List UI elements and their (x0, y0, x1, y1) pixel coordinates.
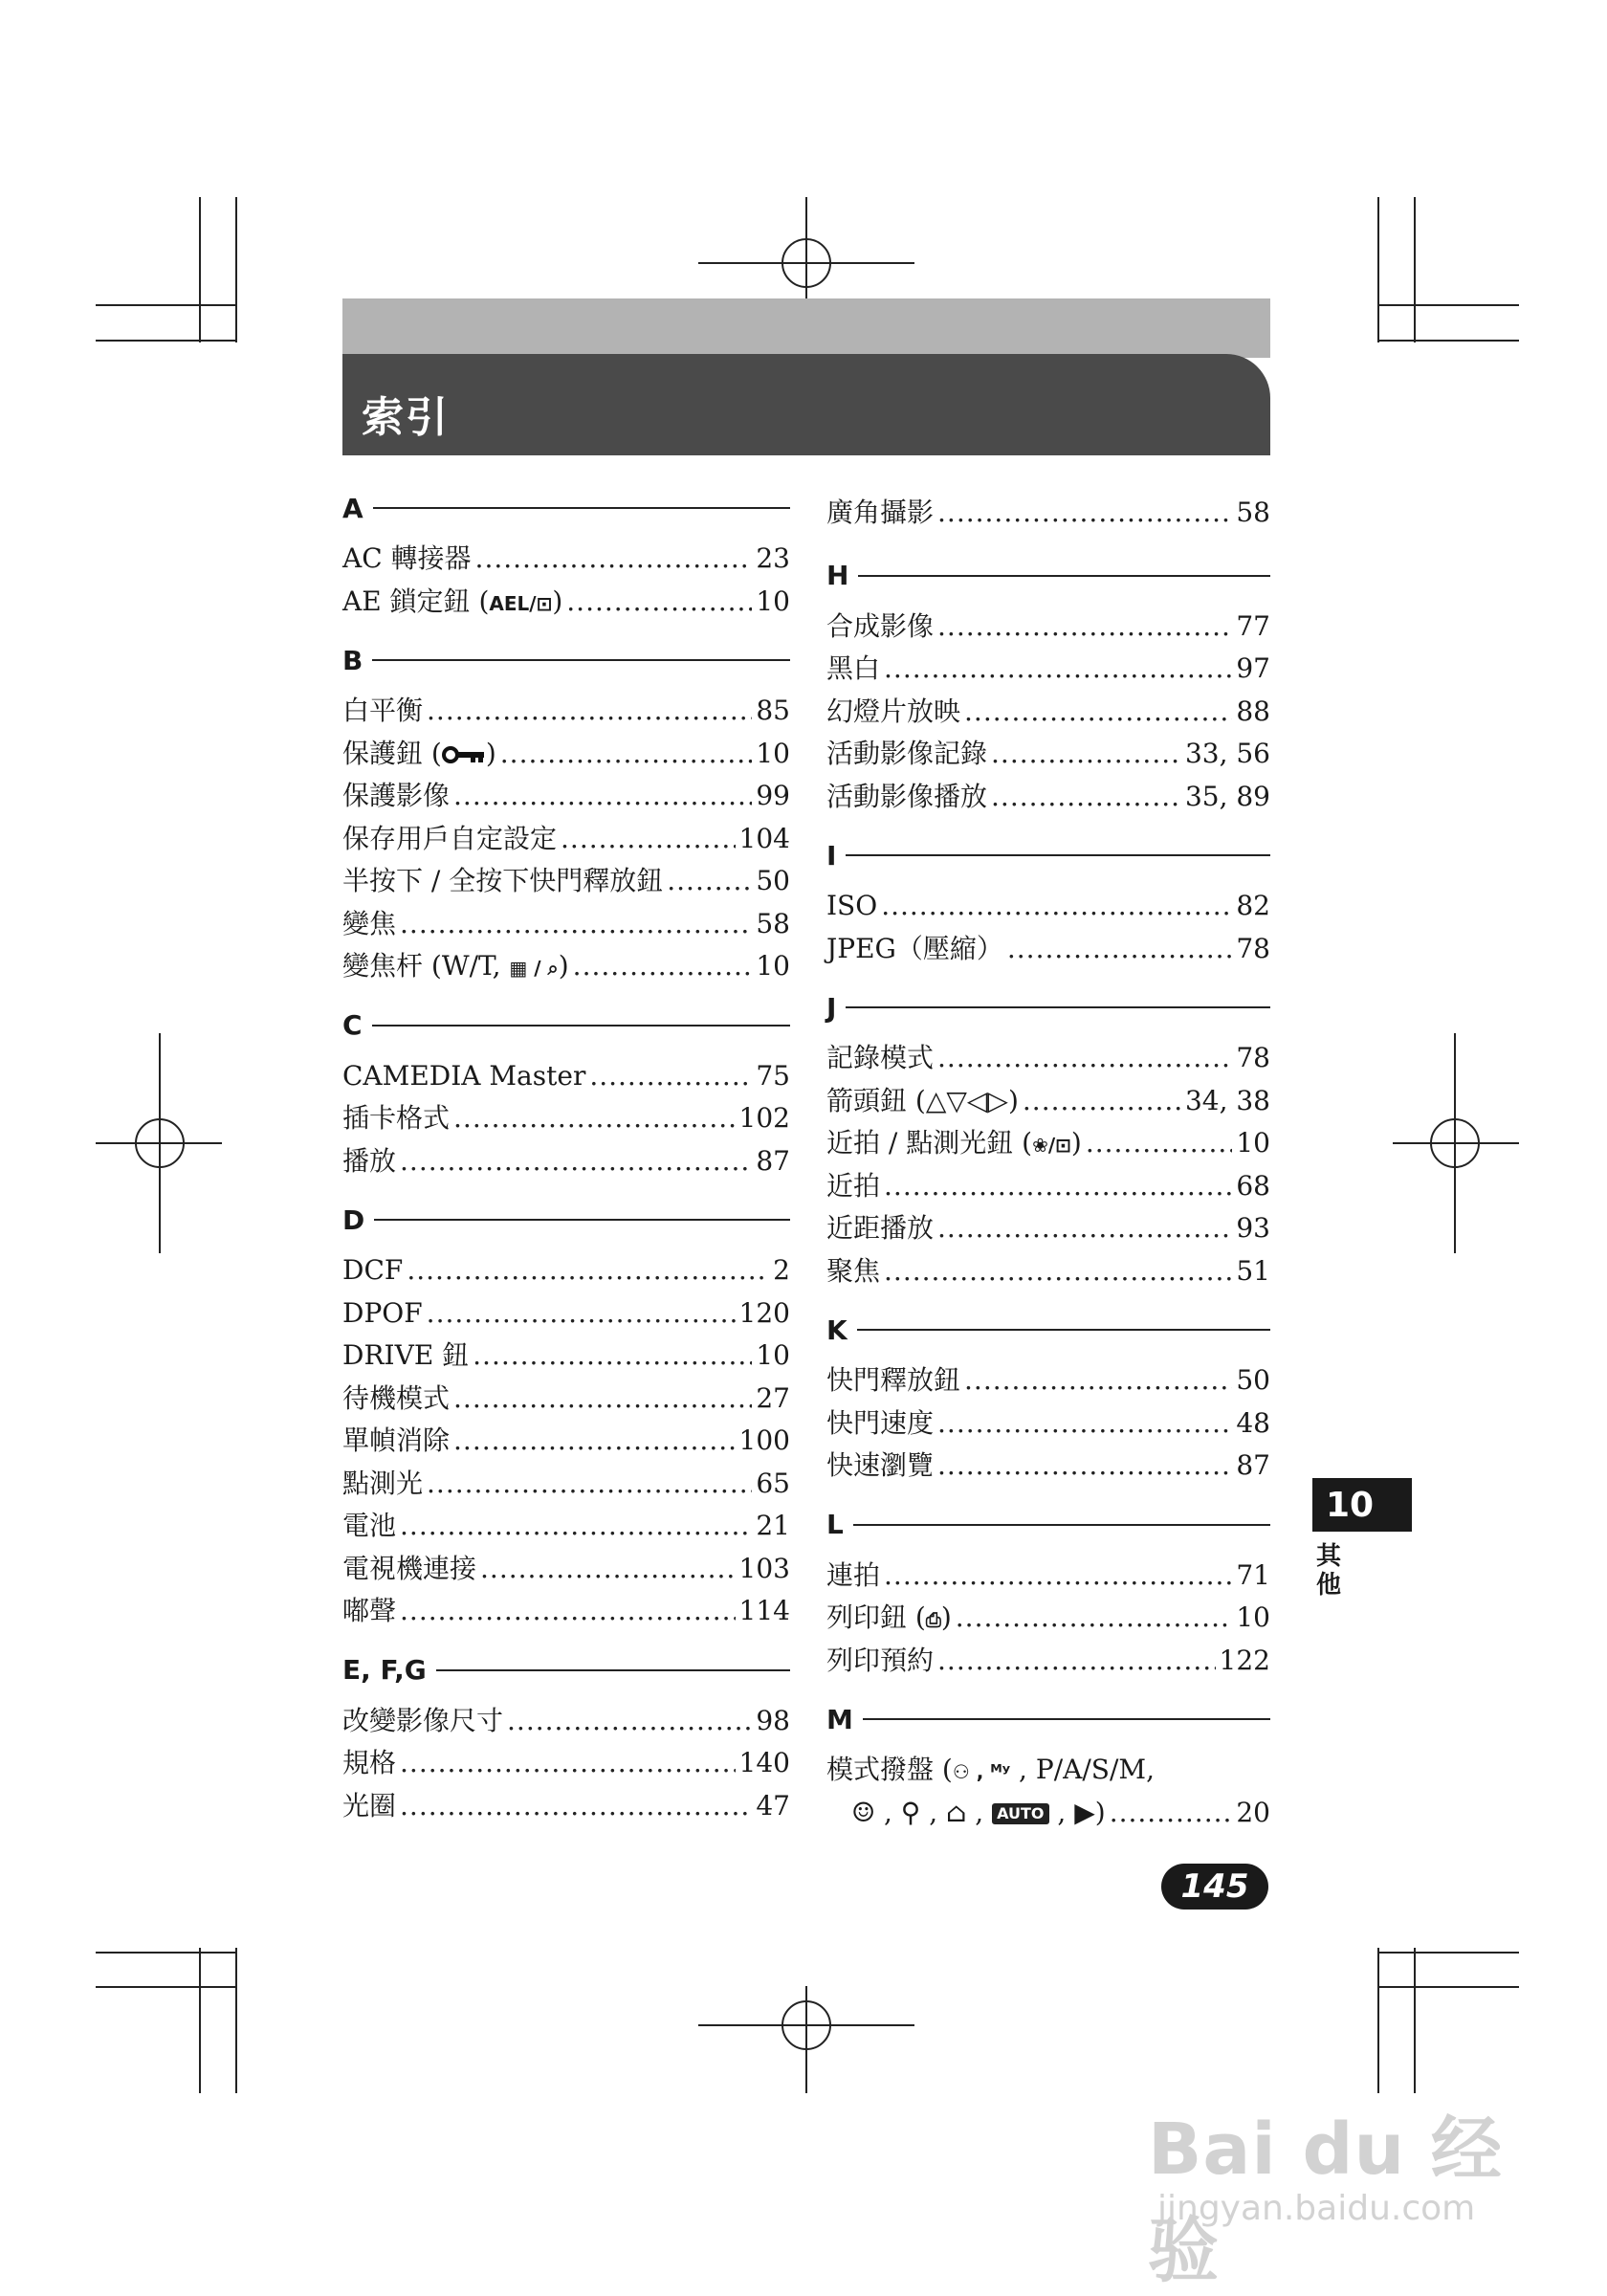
index-entry (342, 945, 790, 988)
index-entry (342, 1097, 790, 1140)
index-term: 箭頭鈕 (△▽◁▷) (826, 1084, 1019, 1116)
section-heading (342, 492, 790, 524)
index-term: 電視機連接 (342, 1552, 477, 1584)
index-page: 10 (756, 737, 790, 769)
index-entry (826, 1597, 1270, 1640)
section-heading (342, 1203, 790, 1236)
index-entry (826, 492, 1270, 535)
leader-dots (400, 1505, 752, 1547)
index-term: 列印鈕 (⎙) (826, 1601, 952, 1633)
leader-dots (561, 818, 736, 860)
index-page: 50 (756, 865, 790, 896)
header-bar (342, 298, 1270, 358)
index-term: 白平衡 (342, 695, 424, 726)
index-page: 34, 38 (1184, 1084, 1270, 1116)
leader-dots (480, 1548, 736, 1590)
leader-dots (937, 1445, 1232, 1487)
index-term: 活動影像記錄 (826, 738, 988, 769)
index-entry (342, 818, 790, 861)
leader-dots (475, 538, 753, 580)
header-tab (342, 354, 1270, 461)
index-entry (342, 1463, 790, 1506)
index-page: 50 (1236, 1364, 1270, 1396)
index-entry (826, 1250, 1270, 1293)
inline-icon: AEL/⊡ (489, 591, 553, 615)
index-term: 快速瀏覽 (826, 1449, 935, 1481)
index-page: 97 (1236, 652, 1270, 684)
section-letter: E, F,G (342, 1654, 436, 1686)
section-rule (846, 1006, 1270, 1008)
index-term: CAMEDIA Master (342, 1059, 586, 1092)
leader-dots (667, 860, 752, 902)
index-entry (826, 1555, 1270, 1598)
section-letter: A (342, 493, 373, 524)
index-page: 78 (1236, 932, 1270, 964)
section-heading (826, 839, 1270, 872)
index-page: 75 (756, 1059, 790, 1092)
index-page: 77 (1236, 609, 1270, 642)
index-page: 88 (1236, 695, 1270, 727)
section-letter: J (826, 992, 846, 1024)
section-rule (372, 659, 790, 661)
leader-dots (427, 1463, 752, 1505)
index-term: 廣角攝影 (826, 497, 935, 528)
index-page: 10 (756, 1339, 790, 1371)
index-page: 2 (773, 1254, 790, 1286)
leader-dots (566, 581, 752, 623)
index-page: 102 (738, 1102, 790, 1134)
watermark-brand: Bai du 经验 (1148, 2108, 1503, 2292)
page-title: 索引 (362, 393, 450, 442)
index-page: 99 (756, 780, 790, 811)
index-term: 聚焦 (826, 1254, 881, 1287)
index-term: 變焦 (342, 907, 397, 939)
index-entry (342, 1292, 790, 1336)
index-entry (342, 538, 790, 581)
leader-dots (937, 1402, 1232, 1445)
index-term: 模式撥盤 (⚇ , ᴹʸ , P/A/S/M, (826, 1754, 1155, 1785)
index-entry (826, 691, 1270, 734)
section-rule (374, 1219, 790, 1221)
leader-dots (1110, 1792, 1233, 1834)
section-letter: D (342, 1204, 374, 1236)
leader-dots (453, 1097, 736, 1139)
leader-dots (937, 606, 1232, 648)
index-term: 列印預約 (826, 1644, 935, 1676)
leader-dots (400, 1742, 736, 1784)
index-entry (826, 1359, 1270, 1402)
section-heading (342, 1654, 790, 1687)
index-entry (826, 885, 1270, 928)
index-page: 68 (1236, 1169, 1270, 1202)
index-term: 保護影像 (342, 780, 451, 811)
index-column-right (826, 492, 1270, 1834)
inline-icon: ⎙ (925, 1608, 941, 1631)
leader-dots (964, 691, 1232, 733)
index-entry (342, 1742, 790, 1785)
index-term: DPOF (342, 1296, 423, 1329)
index-page: 93 (1236, 1212, 1270, 1244)
leader-dots (1007, 928, 1232, 970)
index-entry (342, 860, 790, 903)
index-entry (342, 1505, 790, 1548)
index-term: 近拍 (826, 1169, 881, 1202)
index-page: 10 (756, 950, 790, 982)
index-page: 23 (756, 542, 790, 574)
leader-dots (573, 945, 753, 987)
index-term: 電池 (342, 1510, 397, 1541)
index-term: 規格 (342, 1747, 397, 1778)
leader-dots (500, 733, 753, 775)
index-entry (342, 733, 790, 776)
index-entry (342, 1700, 790, 1743)
watermark-url: jingyan.baidu.com (1157, 2189, 1476, 2228)
index-term: JPEG（壓縮） (826, 932, 1003, 964)
index-term: 快門釋放鈕 (826, 1364, 961, 1396)
index-entry (826, 1402, 1270, 1446)
index-page: 65 (756, 1467, 790, 1499)
auto-mode-icon: AUTO (992, 1803, 1048, 1824)
index-page: 58 (1236, 497, 1270, 528)
section-letter: H (826, 560, 858, 591)
index-page: 100 (738, 1424, 790, 1456)
section-letter: K (826, 1314, 857, 1346)
section-heading (342, 644, 790, 676)
section-letter: B (342, 645, 372, 676)
watermark (1148, 2076, 1550, 2292)
leader-dots (453, 1420, 736, 1462)
index-term: DCF (342, 1254, 404, 1286)
leader-dots (507, 1700, 752, 1742)
index-entry (342, 690, 790, 733)
index-page: 27 (756, 1381, 790, 1414)
index-term: DRIVE 鈕 (342, 1339, 470, 1371)
index-term: 播放 (342, 1144, 397, 1177)
index-term: 改變影像尺寸 (342, 1704, 504, 1736)
section-letter: M (826, 1704, 863, 1735)
index-page: 10 (1236, 1601, 1270, 1633)
index-entry (342, 775, 790, 818)
section-heading (826, 991, 1270, 1024)
index-term: 幻燈片放映 (826, 695, 961, 727)
index-term: 半按下 / 全按下快門釋放鈕 (342, 865, 664, 896)
section-rule (436, 1669, 790, 1671)
index-entry (342, 1590, 790, 1633)
section-rule (846, 854, 1270, 856)
leader-dots (991, 733, 1181, 775)
leader-dots (964, 1359, 1232, 1402)
index-page: 33, 56 (1184, 738, 1270, 769)
leader-dots (884, 1555, 1232, 1597)
section-rule (857, 1329, 1270, 1331)
inline-icon: ▦ / ⌕ (509, 957, 559, 980)
index-page: 82 (1236, 890, 1270, 921)
index-entry (826, 1080, 1270, 1123)
index-term: ☺ , ⚲ , ⌂ , AUTO , ▶) (851, 1796, 1106, 1828)
section-rule (863, 1718, 1270, 1720)
leader-dots (453, 1378, 752, 1420)
index-page: 35, 89 (1184, 780, 1270, 812)
index-page: 103 (738, 1552, 790, 1584)
index-page: 87 (756, 1144, 790, 1177)
leader-dots (407, 1249, 769, 1292)
index-entry (826, 606, 1270, 649)
section-rule (372, 1025, 790, 1027)
index-page: 47 (756, 1789, 790, 1821)
index-term: 記錄模式 (826, 1042, 935, 1073)
index-page: 48 (1236, 1406, 1270, 1439)
inline-icon: ⚇ , ᴹʸ (952, 1760, 1011, 1783)
leader-dots (884, 648, 1232, 690)
index-entry (342, 1055, 790, 1098)
leader-dots (937, 1640, 1216, 1682)
leader-dots (937, 1207, 1232, 1249)
index-entry (826, 1165, 1270, 1208)
index-entry (826, 1207, 1270, 1250)
index-entry (826, 648, 1270, 691)
index-page: 120 (738, 1296, 790, 1329)
leader-dots (991, 776, 1181, 818)
index-entry (342, 1249, 790, 1292)
index-term: AC 轉接器 (342, 542, 472, 574)
section-heading (342, 1009, 790, 1042)
index-entry (342, 1548, 790, 1591)
leader-dots (400, 1140, 752, 1182)
leader-dots (881, 885, 1232, 927)
index-page: 85 (756, 695, 790, 726)
index-term: 近距播放 (826, 1212, 935, 1244)
index-page: 104 (738, 822, 790, 854)
index-entry (826, 1037, 1270, 1080)
leader-dots (427, 690, 752, 732)
index-entry (826, 1122, 1270, 1165)
index-term: 近拍 / 點測光鈕 (❀/⊡) (826, 1127, 1082, 1159)
leader-dots (453, 775, 752, 817)
index-term: 點測光 (342, 1467, 424, 1499)
index-entry (342, 1378, 790, 1421)
section-heading (826, 1314, 1270, 1346)
leader-dots (1023, 1080, 1181, 1122)
inline-icon: ❀/⊡ (1032, 1134, 1071, 1157)
chapter-label: 其他 (1316, 1542, 1342, 1600)
index-page: 10 (756, 585, 790, 617)
leader-dots (937, 492, 1232, 534)
index-term: AE 鎖定鈕 (AEL/⊡) (342, 585, 563, 617)
index-term: 待機模式 (342, 1381, 451, 1414)
index-page: 20 (1236, 1796, 1270, 1828)
leader-dots (937, 1037, 1232, 1079)
section-heading (826, 1703, 1270, 1735)
index-term: 合成影像 (826, 609, 935, 642)
index-page: 71 (1236, 1558, 1270, 1591)
section-rule (858, 575, 1270, 577)
index-entry (826, 1749, 1270, 1792)
index-entry (342, 581, 790, 624)
index-page: 78 (1236, 1042, 1270, 1073)
index-page: 98 (756, 1704, 790, 1736)
leader-dots (589, 1055, 752, 1097)
leader-dots (400, 1590, 736, 1632)
leader-dots (427, 1292, 736, 1335)
index-term: 快門速度 (826, 1406, 935, 1439)
index-entry (342, 1335, 790, 1378)
index-page: 51 (1236, 1254, 1270, 1287)
section-heading (826, 560, 1270, 592)
index-term: 變焦杆 (W/T, ▦ / ⌕) (342, 950, 569, 982)
section-letter: I (826, 840, 846, 872)
index-column-left (342, 492, 790, 1827)
index-term: 單幀消除 (342, 1424, 451, 1456)
chapter-number: 10 (1312, 1478, 1412, 1532)
index-entry (342, 1785, 790, 1828)
index-term: ISO (826, 890, 878, 921)
index-term: 嘟聲 (342, 1595, 397, 1626)
index-page: 58 (756, 907, 790, 939)
index-page: 114 (738, 1595, 790, 1626)
index-entry (826, 1445, 1270, 1488)
index-term: 插卡格式 (342, 1102, 451, 1134)
index-term: 光圈 (342, 1789, 397, 1821)
key-icon (442, 746, 486, 763)
section-heading (826, 1509, 1270, 1541)
index-term: 連拍 (826, 1558, 881, 1591)
index-term: 活動影像播放 (826, 780, 988, 812)
section-rule (373, 507, 790, 509)
leader-dots (400, 903, 752, 945)
leader-dots (473, 1335, 752, 1377)
section-letter: L (826, 1509, 853, 1540)
index-entry (826, 1792, 1270, 1835)
page-number: 145 (1161, 1864, 1268, 1910)
leader-dots (884, 1250, 1232, 1292)
index-entry (826, 1640, 1270, 1683)
index-page: 140 (738, 1747, 790, 1778)
index-entry (826, 733, 1270, 776)
index-entry (342, 1140, 790, 1183)
index-entry (826, 776, 1270, 819)
index-entry (342, 1420, 790, 1463)
index-term: 保存用戶自定設定 (342, 822, 558, 854)
index-term: 保護鈕 ( ) (342, 737, 496, 769)
index-entry (826, 928, 1270, 971)
index-page: 87 (1236, 1449, 1270, 1481)
section-letter: C (342, 1009, 372, 1041)
leader-dots (1086, 1122, 1233, 1164)
index-entry (342, 903, 790, 946)
index-page: 10 (1236, 1127, 1270, 1159)
index-page: 21 (756, 1510, 790, 1541)
leader-dots (956, 1597, 1233, 1639)
index-page: 122 (1219, 1644, 1270, 1676)
leader-dots (884, 1165, 1232, 1207)
section-rule (853, 1524, 1270, 1526)
index-term: 黑白 (826, 652, 881, 684)
leader-dots (400, 1785, 752, 1827)
